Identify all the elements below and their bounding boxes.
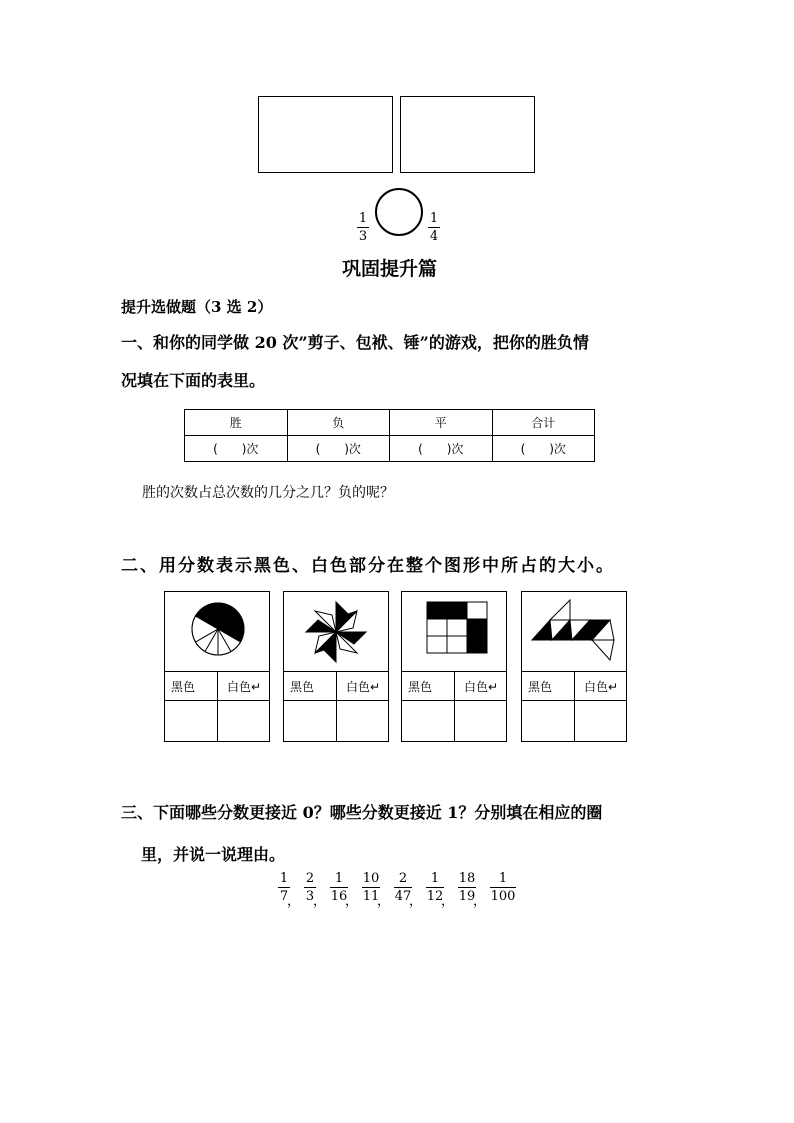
cell-loss[interactable]: ( )次 (287, 436, 390, 462)
triangles-figure (522, 592, 626, 671)
score-table (184, 409, 595, 462)
fraction-separator: ， (409, 894, 423, 909)
fraction-separator: ， (345, 894, 359, 909)
white-label: 白色↵ (227, 680, 262, 694)
header-draw: 平 (390, 410, 493, 436)
cell-draw[interactable]: ( )次 (390, 436, 493, 462)
white-label: 白色↵ (464, 680, 499, 694)
fraction-item: 1 16 (330, 871, 348, 904)
answer-box-left (258, 96, 393, 173)
fraction-separator: ， (287, 894, 301, 909)
cell-total[interactable]: ( )次 (492, 436, 595, 462)
white-label: 白色↵ (584, 680, 619, 694)
header-total: 合计 (492, 410, 595, 436)
black-label: 黑色 (171, 680, 196, 694)
fraction-item: 18 19 (458, 871, 476, 904)
fraction-item: 2 47 (394, 871, 412, 904)
figure-pie (164, 591, 270, 742)
answer-circle (375, 188, 423, 236)
header-win: 胜 (185, 410, 288, 436)
q1-line2: 况填在下面的表里。 (121, 371, 266, 390)
pinwheel-figure (284, 592, 388, 671)
q1-followup: 胜的次数占总次数的几分之几？负的呢？ (142, 485, 394, 501)
fraction-separator: ， (441, 894, 455, 909)
answer-box-right (400, 96, 535, 173)
black-label: 黑色 (408, 680, 433, 694)
fraction-one-quarter: 1 4 (429, 211, 439, 244)
figure-pinwheel (283, 591, 389, 742)
fraction-item: 1 100 (490, 871, 516, 904)
black-label: 黑色 (290, 680, 315, 694)
fraction-separator: ， (473, 894, 487, 909)
section-title: 巩固提升篇 (342, 258, 438, 280)
grid-figure (402, 592, 506, 671)
cell-win[interactable]: ( )次 (185, 436, 288, 462)
fraction-item: 1 12 (426, 871, 444, 904)
fraction-separator: ， (313, 894, 327, 909)
q1-line1: 一、和你的同学做 20 次”剪子、包袱、锤”的游戏，把你的胜负情 (121, 333, 589, 352)
black-label: 黑色 (528, 680, 553, 694)
header-loss: 负 (287, 410, 390, 436)
fraction-item: 2 3 (305, 871, 315, 904)
white-label: 白色↵ (346, 680, 381, 694)
fraction-item: 10 11 (362, 871, 380, 904)
fraction-item: 1 7 (279, 871, 289, 904)
fraction-separator: ， (377, 894, 391, 909)
figure-grid (401, 591, 507, 742)
figure-triangles (521, 591, 627, 742)
q2-text: 二、用分数表示黑色、白色部分在整个图形中所占的大小。 (121, 556, 615, 576)
q3-line1: 三、下面哪些分数更接近 0？哪些分数更接近 1？分别填在相应的圈 (121, 803, 603, 822)
pie-figure (165, 592, 269, 671)
q3-line2: 里，并说一说理由。 (141, 845, 286, 864)
fraction-one-third: 1 3 (358, 211, 368, 244)
subtitle: 提升选做题（3 选 2） (121, 298, 273, 316)
